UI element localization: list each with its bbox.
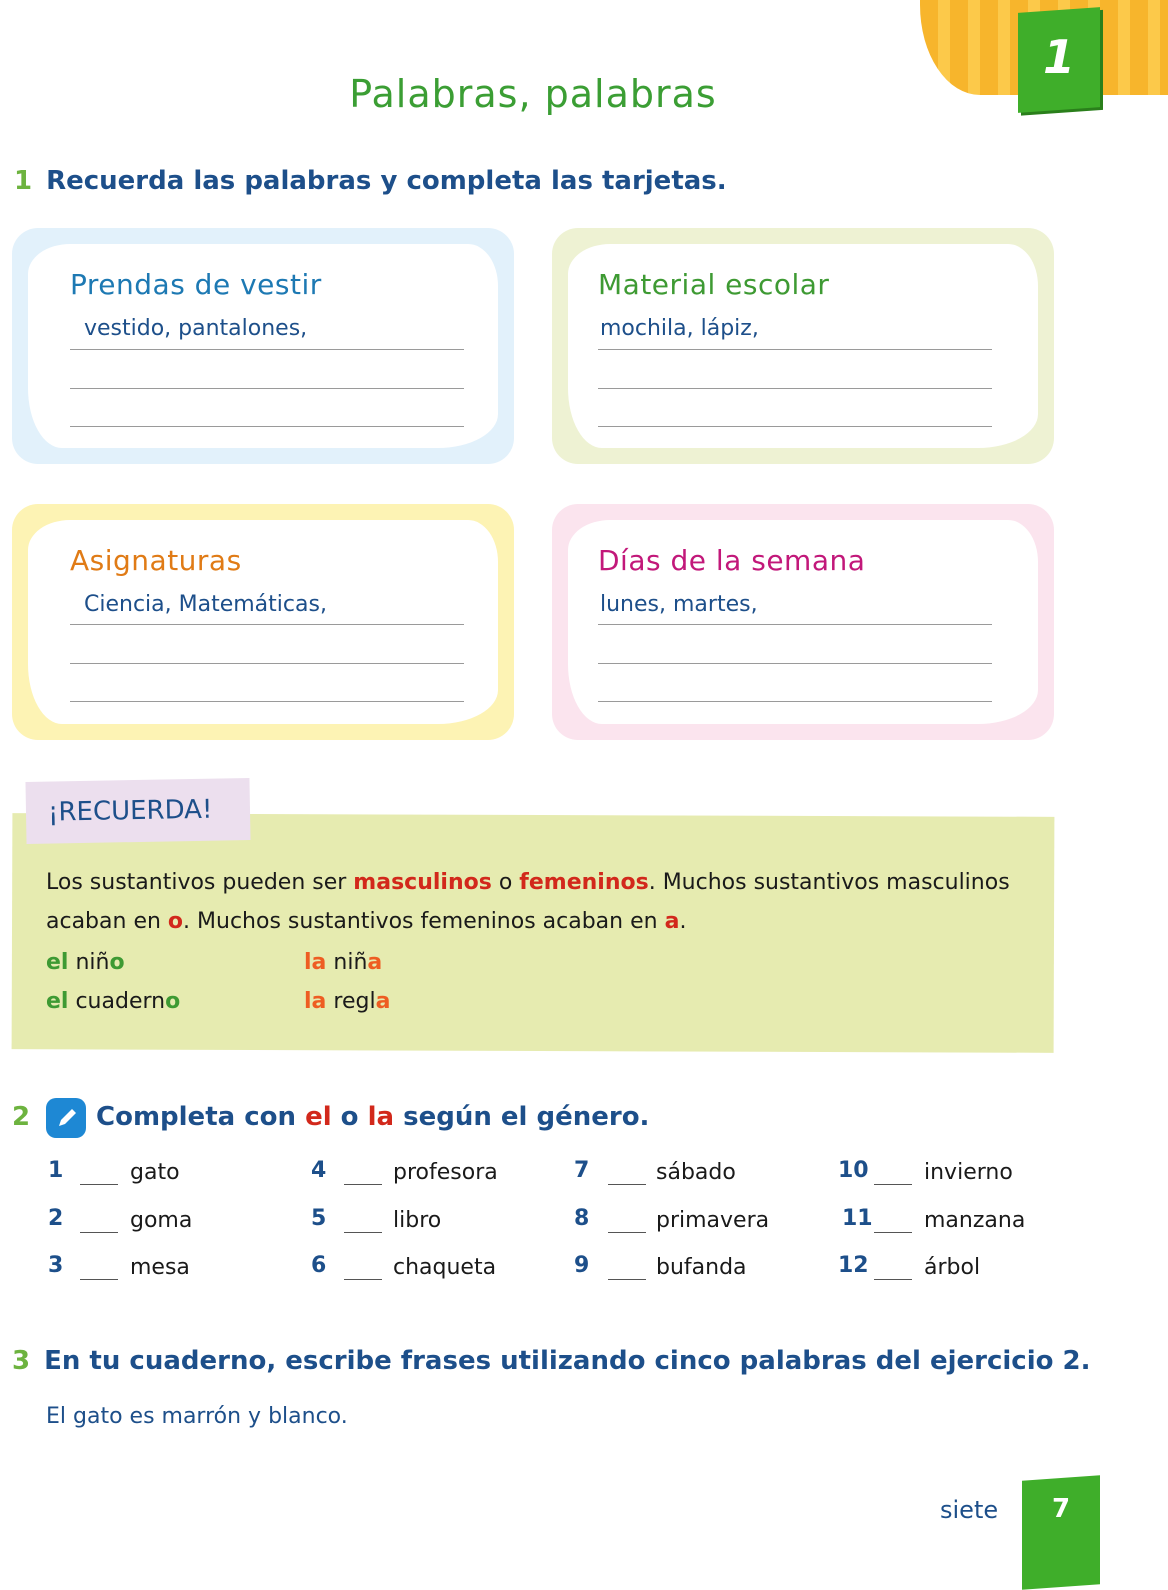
exercise-number: 3 xyxy=(12,1346,31,1376)
highlight-a: a xyxy=(664,909,680,934)
answer-blank[interactable] xyxy=(874,1279,912,1280)
highlight-masculinos: masculinos xyxy=(353,870,492,895)
answer-blank[interactable] xyxy=(874,1184,912,1185)
recuerda-line-2: acaban en o. Muchos sustantivos femeninos acaban en a. xyxy=(46,909,687,934)
item-word: gato xyxy=(130,1160,180,1185)
item-word: manzana xyxy=(924,1208,1026,1233)
item-number: 1 xyxy=(48,1158,64,1183)
item-word: mesa xyxy=(130,1255,190,1280)
item-word: chaqueta xyxy=(393,1255,497,1280)
unit-number: 1 xyxy=(1042,30,1075,84)
answer-line[interactable] xyxy=(598,624,992,625)
item-word: sábado xyxy=(656,1160,736,1185)
answer-line[interactable] xyxy=(598,349,992,350)
answer-line[interactable] xyxy=(70,624,464,625)
item-number: 12 xyxy=(838,1253,869,1278)
item-word: profesora xyxy=(393,1160,498,1185)
answer-blank[interactable] xyxy=(80,1279,118,1280)
answer-line[interactable] xyxy=(598,701,992,702)
example-feminine: la regla xyxy=(304,989,391,1014)
item-number: 8 xyxy=(574,1206,590,1231)
answer-line[interactable] xyxy=(70,701,464,702)
highlight-o: o xyxy=(167,909,184,934)
item-word: goma xyxy=(130,1208,193,1233)
item-number: 2 xyxy=(48,1206,64,1231)
exercise-2-instruction: Completa con el o la según el género. xyxy=(96,1102,650,1132)
exercise-number: 2 xyxy=(12,1102,31,1132)
answer-blank[interactable] xyxy=(344,1184,382,1185)
card-answer-text: Ciencia, Matemáticas, xyxy=(84,592,327,617)
answer-line[interactable] xyxy=(70,388,464,389)
highlight-femeninos: femeninos xyxy=(519,870,649,895)
card-title: Días de la semana xyxy=(598,544,866,577)
exercise-instruction: En tu cuaderno, escribe frases utilizando cinco palabras del ejercicio 2. xyxy=(44,1346,1091,1376)
card-material xyxy=(552,228,1054,464)
item-word: libro xyxy=(393,1208,442,1233)
page-title: Palabras, palabras xyxy=(349,72,717,116)
card-title: Prendas de vestir xyxy=(70,268,322,301)
item-number: 7 xyxy=(574,1158,590,1183)
item-number: 5 xyxy=(311,1206,327,1231)
example-sentence: El gato es marrón y blanco. xyxy=(46,1404,348,1429)
item-word: invierno xyxy=(924,1160,1013,1185)
answer-blank[interactable] xyxy=(608,1279,646,1280)
answer-blank[interactable] xyxy=(874,1232,912,1233)
recuerda-line-1: Los sustantivos pueden ser masculinos o femeninos. Muchos sustantivos masculinos xyxy=(46,870,1010,895)
recuerda-label: ¡RECUERDA! xyxy=(25,778,250,844)
answer-line[interactable] xyxy=(70,349,464,350)
item-word: primavera xyxy=(656,1208,770,1233)
exercise-3-heading xyxy=(12,1346,1091,1376)
exercise-1-heading xyxy=(14,166,727,196)
answer-blank[interactable] xyxy=(344,1279,382,1280)
card-prendas xyxy=(12,228,514,464)
answer-blank[interactable] xyxy=(608,1232,646,1233)
exercise-instruction: Recuerda las palabras y completa las tarjetas. xyxy=(46,166,727,196)
answer-blank[interactable] xyxy=(344,1232,382,1233)
answer-line[interactable] xyxy=(70,663,464,664)
answer-blank[interactable] xyxy=(80,1184,118,1185)
answer-line[interactable] xyxy=(598,388,992,389)
page-word: siete xyxy=(940,1496,999,1524)
card-answer-text: lunes, martes, xyxy=(600,592,758,617)
item-number: 10 xyxy=(838,1158,869,1183)
example-masculine: el cuaderno xyxy=(46,989,181,1014)
page-tab xyxy=(1022,1475,1100,1589)
answer-blank[interactable] xyxy=(608,1184,646,1185)
answer-line[interactable] xyxy=(70,426,464,427)
example-masculine: el niño xyxy=(46,950,125,975)
item-number: 3 xyxy=(48,1253,64,1278)
item-word: bufanda xyxy=(656,1255,747,1280)
card-dias xyxy=(552,504,1054,740)
item-word: árbol xyxy=(924,1255,981,1280)
answer-line[interactable] xyxy=(598,663,992,664)
answer-blank[interactable] xyxy=(80,1232,118,1233)
example-feminine: la niña xyxy=(304,950,383,975)
pencil-icon xyxy=(46,1098,86,1138)
card-asignaturas xyxy=(12,504,514,740)
page-number: 7 xyxy=(1051,1494,1071,1524)
item-number: 11 xyxy=(842,1206,873,1231)
answer-line[interactable] xyxy=(598,426,992,427)
exercise-2-heading xyxy=(12,1102,44,1132)
card-answer-text: vestido, pantalones, xyxy=(84,316,308,341)
item-number: 4 xyxy=(311,1158,327,1183)
card-answer-text: mochila, lápiz, xyxy=(600,316,759,341)
card-title: Material escolar xyxy=(598,268,830,301)
item-number: 9 xyxy=(574,1253,590,1278)
card-title: Asignaturas xyxy=(70,544,242,577)
item-number: 6 xyxy=(311,1253,327,1278)
exercise-number: 1 xyxy=(14,166,33,196)
